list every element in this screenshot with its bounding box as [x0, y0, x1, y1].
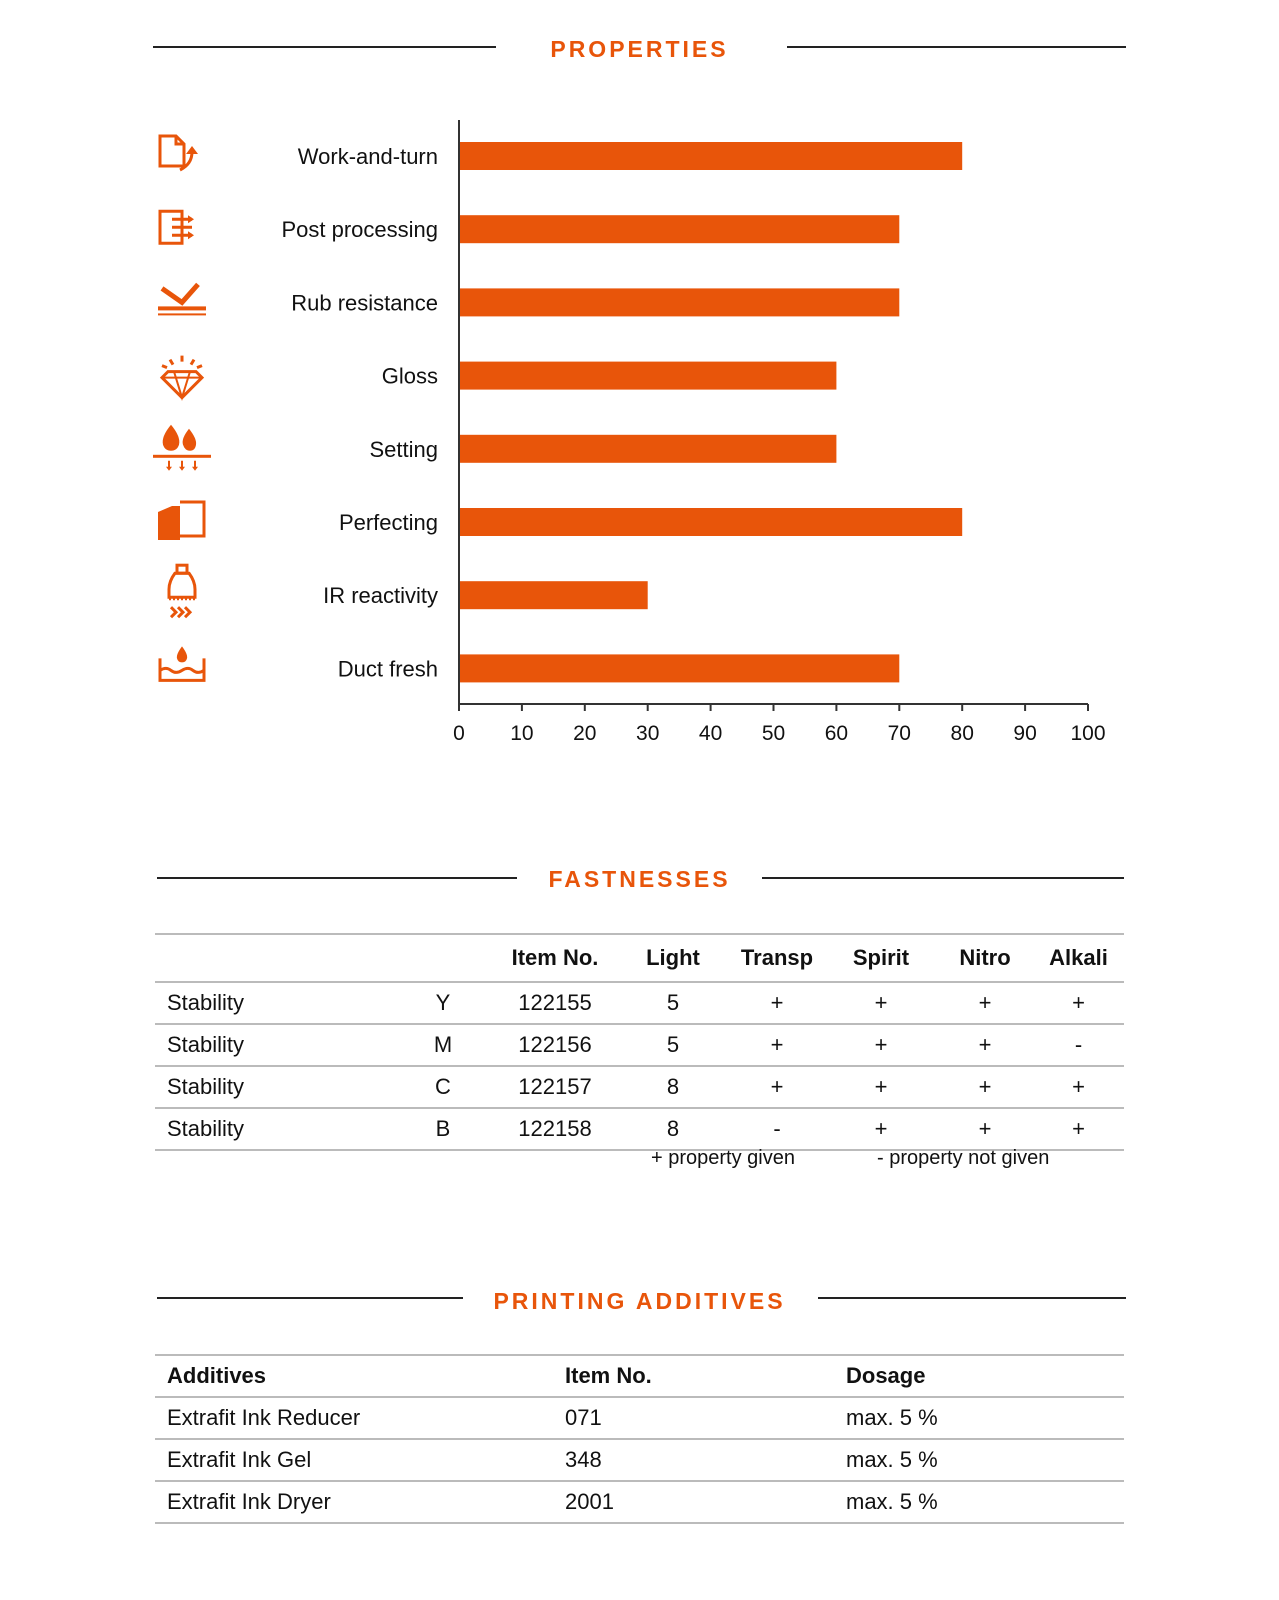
row-alkali: -: [1074, 1032, 1083, 1057]
row-item-no: 122157: [518, 1074, 592, 1099]
table-row: [155, 1108, 1124, 1150]
row-label: Stability: [167, 990, 245, 1015]
row-spirit: +: [874, 1074, 888, 1099]
row-alkali: +: [1072, 990, 1085, 1015]
x-tick-label: 50: [761, 722, 786, 745]
fastnesses-rule-right: [762, 877, 1124, 879]
row-color: B: [435, 1116, 451, 1141]
row-nitro: +: [978, 1074, 992, 1099]
row-nitro: +: [978, 1116, 992, 1141]
x-tick-label: 0: [453, 722, 465, 745]
row-item-no: 122156: [518, 1032, 592, 1057]
row-transp: +: [770, 1074, 784, 1099]
category-label: Gloss: [381, 363, 438, 389]
properties-bar-chart: [0, 0, 1279, 780]
row-light: 8: [666, 1116, 680, 1141]
row-label: Stability: [167, 1032, 245, 1057]
table-row: [155, 1397, 1124, 1439]
x-tick-label: 90: [1013, 722, 1037, 745]
additives-rule-right: [818, 1297, 1126, 1299]
fastnesses-header-light: Light: [646, 945, 700, 970]
category-label: IR reactivity: [323, 583, 438, 609]
row-color: C: [435, 1074, 451, 1099]
category-label: Work-and-turn: [297, 144, 438, 169]
legend-property-given: + property given: [651, 1147, 795, 1169]
row-spirit: +: [874, 1032, 888, 1057]
row-color: Y: [435, 990, 451, 1015]
additives-header-dosage: Dosage: [846, 1363, 926, 1388]
fastnesses-header-nitro: Nitro: [959, 945, 1011, 970]
additives-table: [155, 1354, 1124, 1524]
row-light: 8: [666, 1074, 680, 1099]
x-tick-label: 10: [510, 722, 534, 745]
bar-gloss: [460, 362, 836, 390]
row-transp: -: [773, 1116, 781, 1141]
fastnesses-header-spirit: Spirit: [852, 945, 910, 970]
rub-resistance-icon: [158, 284, 206, 315]
row-spirit: +: [874, 1116, 888, 1141]
additive-dosage: max. 5 %: [846, 1405, 938, 1430]
bar-ir-reactivity: [460, 581, 648, 609]
additives-header-item-no: Item No.: [565, 1363, 652, 1388]
x-tick-label: 70: [887, 722, 911, 745]
bar-work-and-turn: [460, 142, 962, 170]
row-nitro: +: [978, 1032, 992, 1057]
x-tick-label: 30: [636, 722, 660, 745]
gloss-diamond-icon: [162, 356, 202, 398]
category-label: Post processing: [281, 217, 438, 243]
bar-post-processing: [460, 215, 899, 243]
fastnesses-header-item-no: Item No.: [511, 945, 599, 970]
bar-rub-resistance: [460, 288, 899, 316]
bar-setting: [460, 435, 836, 463]
additive-name: Extrafit Ink Dryer: [167, 1489, 331, 1514]
ir-lamp-icon: [169, 565, 195, 617]
row-transp: +: [770, 990, 784, 1015]
row-transp: +: [770, 1032, 784, 1057]
table-row: [155, 982, 1124, 1024]
row-light: 5: [666, 1032, 680, 1057]
additive-name: Extrafit Ink Reducer: [167, 1405, 361, 1430]
additive-item-no: 071: [565, 1405, 602, 1430]
post-processing-icon: [160, 211, 194, 243]
additive-name: Extrafit Ink Gel: [167, 1447, 312, 1472]
row-item-no: 122158: [518, 1116, 592, 1141]
x-tick-label: 40: [698, 722, 723, 745]
fastnesses-header-transp: Transp: [740, 945, 814, 970]
page-turn-icon: [160, 136, 198, 170]
row-label: Stability: [167, 1116, 245, 1141]
bar-perfecting: [460, 508, 962, 536]
legend-property-not-given: - property not given: [877, 1147, 1050, 1169]
row-color: M: [433, 1032, 453, 1057]
bar-duct-fresh: [460, 654, 899, 682]
setting-drops-icon: [153, 425, 211, 471]
table-row: [155, 1481, 1124, 1523]
category-label: Perfecting: [338, 510, 438, 535]
additive-dosage: max. 5 %: [846, 1447, 938, 1472]
category-label: Setting: [369, 436, 438, 462]
fastnesses-header-row: [155, 934, 1124, 982]
fastnesses-header-alkali: Alkali: [1049, 945, 1108, 970]
properties-title: PROPERTIES: [550, 36, 729, 62]
additive-item-no: 2001: [565, 1489, 614, 1514]
row-item-no: 122155: [518, 990, 592, 1015]
fastnesses-header: [155, 934, 393, 982]
x-tick-label: 20: [573, 722, 597, 745]
fastnesses-header: [393, 934, 493, 982]
additive-dosage: max. 5 %: [846, 1489, 938, 1514]
table-row: [155, 1066, 1124, 1108]
table-row: [155, 1439, 1124, 1481]
row-nitro: +: [978, 990, 992, 1015]
category-label: Duct fresh: [337, 656, 438, 682]
row-alkali: +: [1072, 1116, 1085, 1141]
category-label: Rub resistance: [291, 290, 438, 316]
fastnesses-table: [155, 933, 1124, 1151]
additives-header-name: Additives: [167, 1363, 267, 1388]
additive-item-no: 348: [565, 1447, 602, 1472]
x-tick-label: 80: [950, 722, 974, 745]
duct-fresh-icon: [160, 646, 204, 680]
additives-header-row: [155, 1355, 1124, 1397]
perfecting-sheets-icon: [158, 502, 204, 540]
x-tick-label: 100: [1070, 722, 1106, 745]
row-label: Stability: [167, 1074, 245, 1099]
row-alkali: +: [1072, 1074, 1085, 1099]
x-tick-label: 60: [824, 722, 849, 745]
table-row: [155, 1024, 1124, 1066]
row-spirit: +: [874, 990, 888, 1015]
row-light: 5: [666, 990, 680, 1015]
additives-title: PRINTING ADDITIVES: [493, 1288, 786, 1314]
fastnesses-title: FASTNESSES: [548, 866, 731, 892]
